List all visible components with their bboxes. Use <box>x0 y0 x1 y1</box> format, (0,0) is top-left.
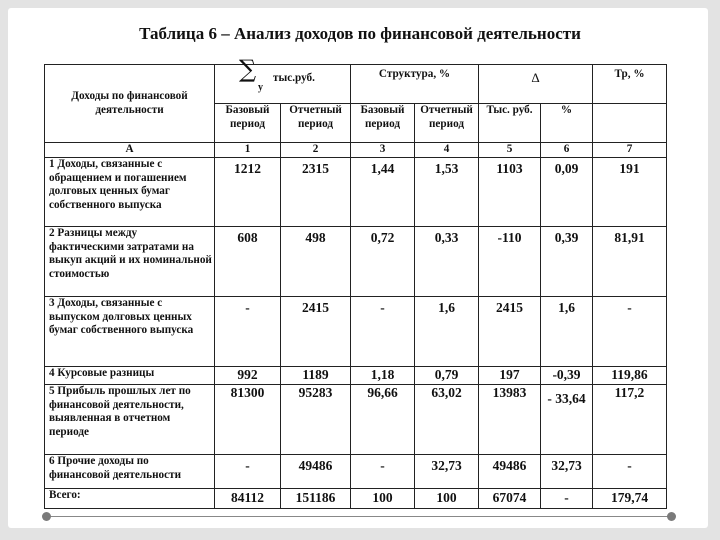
cell-value: 117,2 <box>593 385 667 455</box>
cell-value: 151186 <box>281 489 351 509</box>
cell-value: - <box>215 297 281 367</box>
cell-value: 992 <box>215 367 281 385</box>
cell-value: 0,39 <box>541 227 593 297</box>
table-row <box>45 385 667 455</box>
cell-value: 81300 <box>215 385 281 455</box>
cell-value: 63,02 <box>415 385 479 455</box>
cell-value: 0,09 <box>541 158 593 227</box>
header-base-period: Базовый период <box>215 104 281 143</box>
cell-value: - <box>593 297 667 367</box>
row-label: Всего: <box>45 489 215 509</box>
cell-value: 96,66 <box>351 385 415 455</box>
col-number: 5 <box>479 143 541 158</box>
cell-value: 1189 <box>281 367 351 385</box>
cell-value: 100 <box>415 489 479 509</box>
cell-value: 1,6 <box>415 297 479 367</box>
cell-value: 32,73 <box>415 455 479 489</box>
header-income-column: Доходы по финансовой деятельности <box>45 65 215 143</box>
table-row <box>45 227 667 297</box>
cell-value: - <box>351 455 415 489</box>
cell-value: 0,72 <box>351 227 415 297</box>
cell-value: 197 <box>479 367 541 385</box>
header-sum-cell <box>215 55 351 104</box>
cell-value: 119,86 <box>593 367 667 385</box>
cell-value: 191 <box>593 158 667 227</box>
sum-subscript: у <box>258 82 263 93</box>
table-row-total <box>45 489 667 509</box>
cell-value: 2315 <box>281 158 351 227</box>
bottom-divider <box>46 516 671 517</box>
table-row <box>45 158 667 227</box>
cell-value: 1,44 <box>351 158 415 227</box>
cell-value: 13983 <box>479 385 541 455</box>
table-row <box>45 297 667 367</box>
header-percent: % <box>541 104 593 143</box>
cell-value: - <box>541 489 593 509</box>
header-base-period-2: Базовый период <box>351 104 415 143</box>
header-growth-empty <box>593 104 667 143</box>
cell-value: 179,74 <box>593 489 667 509</box>
header-report-period-2: Отчетный период <box>415 104 479 143</box>
cell-value: 49486 <box>281 455 351 489</box>
cell-value: -0,39 <box>541 367 593 385</box>
col-number: А <box>45 143 215 158</box>
header-report-period: Отчетный период <box>281 104 351 143</box>
cell-value: - 33,64 <box>541 385 593 455</box>
cell-value: -110 <box>479 227 541 297</box>
cell-value: 84112 <box>215 489 281 509</box>
divider-dot-left <box>42 512 51 521</box>
sum-unit: тыс.руб. <box>273 72 315 84</box>
cell-value: - <box>351 297 415 367</box>
cell-value: 67074 <box>479 489 541 509</box>
col-number: 2 <box>281 143 351 158</box>
cell-value: 1,18 <box>351 367 415 385</box>
cell-value: 100 <box>351 489 415 509</box>
table-row <box>45 455 667 489</box>
divider-dot-right <box>667 512 676 521</box>
cell-value: 49486 <box>479 455 541 489</box>
cell-value: 1212 <box>215 158 281 227</box>
sum-symbol: ∑ <box>239 55 257 83</box>
row-label: 6 Прочие доходы по финансовой деятельности <box>45 455 215 489</box>
header-delta: Δ <box>479 65 593 104</box>
cell-value: 81,91 <box>593 227 667 297</box>
cell-value: 2415 <box>479 297 541 367</box>
row-label: 5 Прибыль прошлых лет по финансовой деятельности, выявленная в отчетном периоде <box>45 385 215 455</box>
cell-value: - <box>593 455 667 489</box>
cell-value: 498 <box>281 227 351 297</box>
header-thousand-rub: Тыс. руб. <box>479 104 541 143</box>
cell-value: - <box>215 455 281 489</box>
cell-value: 1,53 <box>415 158 479 227</box>
cell-value: 0,33 <box>415 227 479 297</box>
col-number: 7 <box>593 143 667 158</box>
col-number: 6 <box>541 143 593 158</box>
header-structure: Структура, % <box>351 65 479 104</box>
cell-value: 1103 <box>479 158 541 227</box>
cell-value: 608 <box>215 227 281 297</box>
table-row <box>45 367 667 385</box>
row-label: 1 Доходы, связанные с обращением и погашением долговых ценных бумаг собственного выпуска <box>45 158 215 227</box>
cell-value: 32,73 <box>541 455 593 489</box>
cell-value: 1,6 <box>541 297 593 367</box>
table-title: Таблица 6 – Анализ доходов по финансовой деятельности <box>139 24 581 43</box>
cell-value: 95283 <box>281 385 351 455</box>
row-label: 3 Доходы, связанные с выпуском долговых ценных бумаг собственного выпуска <box>45 297 215 367</box>
cell-value: 2415 <box>281 297 351 367</box>
cell-value: 0,79 <box>415 367 479 385</box>
col-number: 1 <box>215 143 281 158</box>
income-analysis-table <box>44 55 667 509</box>
row-label: 4 Курсовые разницы <box>45 367 215 385</box>
col-number: 3 <box>351 143 415 158</box>
header-growth: Тр, % <box>593 65 667 104</box>
row-label: 2 Разницы между фактическими затратами на выкуп акций и их номинальной стоимостью <box>45 227 215 297</box>
col-number: 4 <box>415 143 479 158</box>
